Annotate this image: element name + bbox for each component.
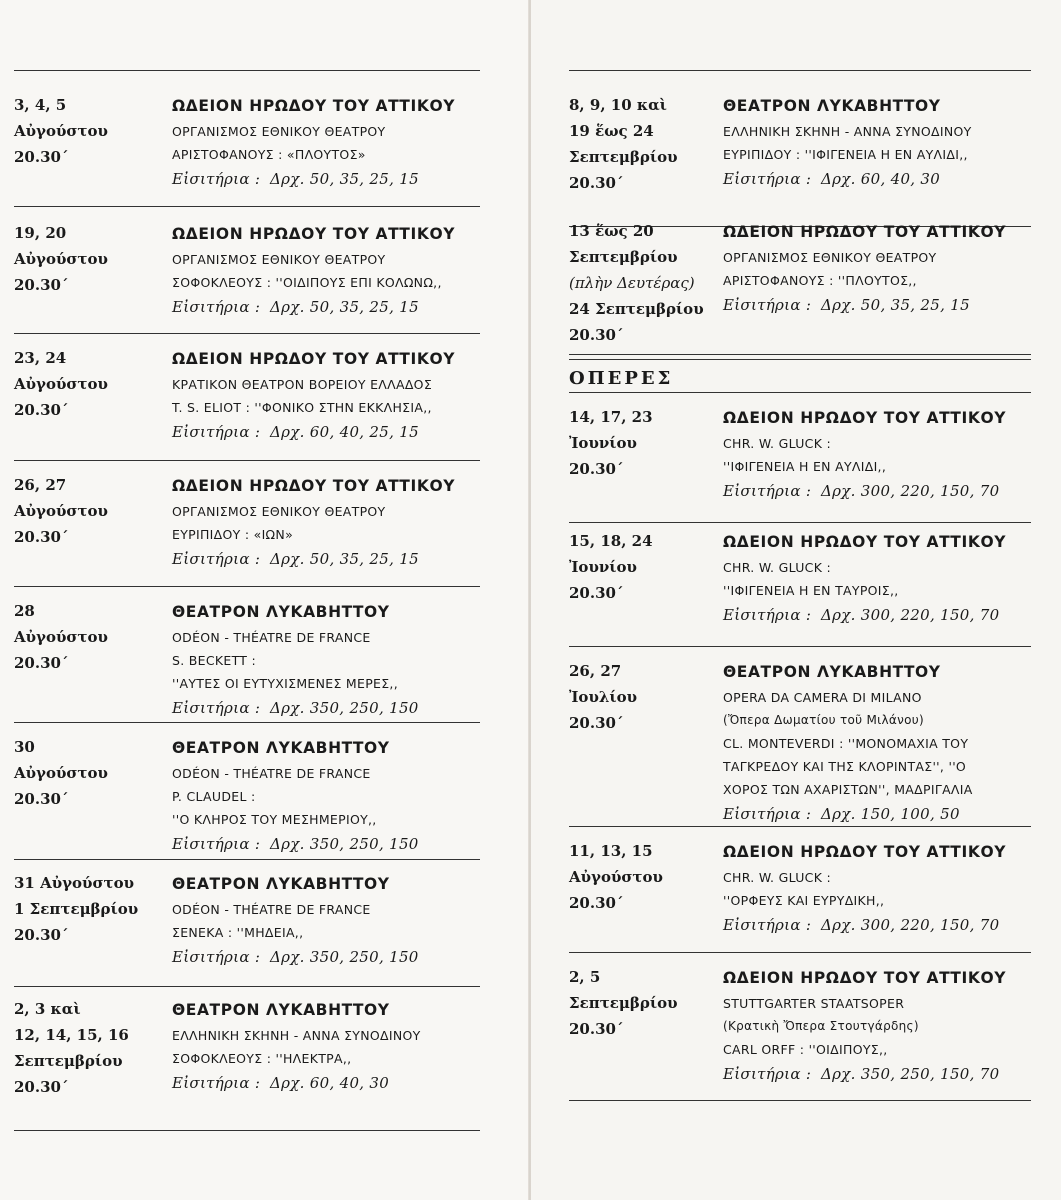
ticket-label: Εἰσιτήρια :	[172, 298, 261, 316]
performance-line: ΕΥΡΙΠΙΔΟΥ : «ΙΩΝ»	[172, 527, 294, 542]
venue-name: ΘΕΑΤΡΟΝ ΛΥΚΑΒΗΤΤΟΥ	[172, 1001, 390, 1019]
date-line: Αὐγούστου	[14, 628, 108, 646]
ticket-prices	[723, 912, 1031, 938]
ticket-price-values: Δρχ. 300, 220, 150, 70	[821, 916, 1000, 934]
ticket-price-values: Δρχ. 50, 35, 25, 15	[270, 170, 419, 188]
date-line: 20.30΄	[14, 401, 69, 419]
ticket-price-values: Δρχ. 60, 40, 25, 15	[270, 423, 419, 441]
ticket-label: Εἰσιτήρια :	[172, 1074, 261, 1092]
venue-name: ΩΔΕΙΟΝ ΗΡΩΔΟΥ ΤΟΥ ΑΤΤΙΚΟΥ	[172, 97, 456, 115]
date-column	[14, 870, 154, 948]
performance-line: ''Ο ΚΛΗΡΟΣ ΤΟΥ ΜΕΣΗΜΕΡΙΟΥ,,	[172, 812, 377, 827]
ticket-label: Εἰσιτήρια :	[723, 1065, 812, 1083]
date-line: 20.30΄	[14, 276, 69, 294]
ticket-price-values: Δρχ. 50, 35, 25, 15	[821, 296, 970, 314]
date-line: Σεπτεμβρίου	[569, 994, 678, 1012]
ticket-prices	[723, 1061, 1031, 1087]
ticket-price-values: Δρχ. 350, 250, 150	[270, 835, 419, 853]
date-line: 12, 14, 15, 16	[14, 1026, 129, 1044]
divider-rule	[14, 70, 480, 71]
ticket-price-values: Δρχ. 350, 250, 150	[270, 699, 419, 717]
date-line: Αὐγούστου	[14, 250, 108, 268]
date-line: 23, 24	[14, 349, 67, 367]
date-column	[14, 220, 154, 298]
ticket-label: Εἰσιτήρια :	[172, 699, 261, 717]
date-line: Αὐγούστου	[14, 502, 108, 520]
date-line: 20.30΄	[569, 174, 624, 192]
date-line: 20.30΄	[569, 326, 624, 344]
date-line: 15, 18, 24	[569, 532, 653, 550]
venue-name: ΩΔΕΙΟΝ ΗΡΩΔΟΥ ΤΟΥ ΑΤΤΙΚΟΥ	[172, 225, 456, 243]
date-line: Αὐγούστου	[14, 764, 108, 782]
performance-line: ''ΟΡΦΕΥΣ ΚΑΙ ΕΥΡΥΔΙΚΗ,,	[723, 893, 885, 908]
ticket-label: Εἰσιτήρια :	[723, 606, 812, 624]
ticket-price-values: Δρχ. 150, 100, 50	[821, 805, 960, 823]
date-line: Αὐγούστου	[14, 375, 108, 393]
ticket-price-values: Δρχ. 350, 250, 150	[270, 948, 419, 966]
date-line: 20.30΄	[569, 460, 624, 478]
venue-name: ΩΔΕΙΟΝ ΗΡΩΔΟΥ ΤΟΥ ΑΤΤΙΚΟΥ	[172, 350, 456, 368]
programme-details	[723, 528, 1031, 628]
ticket-prices	[723, 292, 1031, 318]
date-line: 2, 3 καὶ	[14, 1000, 81, 1018]
section-title-operas: ΟΠΕΡΕΣ	[569, 368, 674, 389]
date-line: 26, 27	[569, 662, 622, 680]
venue-name: ΘΕΑΤΡΟΝ ΛΥΚΑΒΗΤΤΟΥ	[172, 875, 390, 893]
date-column	[569, 218, 709, 348]
venue-name: ΘΕΑΤΡΟΝ ΛΥΚΑΒΗΤΤΟΥ	[723, 97, 941, 115]
ticket-label: Εἰσιτήρια :	[723, 805, 812, 823]
right-page	[531, 0, 1061, 1200]
divider-rule	[14, 859, 480, 860]
ticket-prices	[172, 944, 480, 970]
left-page	[0, 0, 530, 1200]
performance-line: ΚΡΑΤΙΚΟΝ ΘΕΑΤΡΟΝ ΒΟΡΕΙΟΥ ΕΛΛΑΔΟΣ	[172, 377, 433, 392]
performance-line: S. BECKETT :	[172, 653, 257, 668]
ticket-label: Εἰσιτήρια :	[723, 296, 812, 314]
programme-details	[172, 345, 480, 445]
performance-line: STUTTGARTER STAATSOPER	[723, 996, 905, 1011]
performance-line: ODÉON - THÉATRE DE FRANCE	[172, 630, 371, 645]
date-line: Ἰουλίου	[569, 688, 638, 706]
date-column	[14, 598, 154, 676]
date-line: 20.30΄	[14, 528, 69, 546]
divider-rule	[14, 460, 480, 461]
date-line: 26, 27	[14, 476, 67, 494]
date-line: 20.30΄	[14, 926, 69, 944]
venue-name: ΘΕΑΤΡΟΝ ΛΥΚΑΒΗΤΤΟΥ	[172, 739, 390, 757]
date-line: 20.30΄	[14, 790, 69, 808]
divider-rule	[569, 522, 1031, 523]
performance-line: ODÉON - THÉATRE DE FRANCE	[172, 766, 371, 781]
programme-details	[172, 870, 480, 970]
divider-rule	[569, 646, 1031, 647]
ticket-prices	[172, 546, 480, 572]
performance-line: ΑΡΙΣΤΟΦΑΝΟΥΣ : «ΠΛΟΥΤΟΣ»	[172, 147, 366, 162]
programme-details	[723, 658, 1031, 827]
ticket-label: Εἰσιτήρια :	[172, 835, 261, 853]
date-column	[569, 528, 709, 606]
ticket-prices	[172, 695, 480, 721]
performance-line: ΣΕΝΕΚΑ : ''ΜΗΔΕΙΑ,,	[172, 925, 304, 940]
ticket-prices	[723, 166, 1031, 192]
performance-line: ΣΟΦΟΚΛΕΟΥΣ : ''ΗΛΕΚΤΡΑ,,	[172, 1051, 352, 1066]
date-line: 11, 13, 15	[569, 842, 653, 860]
programme-details	[172, 92, 480, 192]
performance-line: ΟΡΓΑΝΙΣΜΟΣ ΕΘΝΙΚΟΥ ΘΕΑΤΡΟΥ	[172, 252, 386, 267]
programme-details	[723, 964, 1031, 1087]
ticket-prices	[172, 419, 480, 445]
performance-line: ΕΛΛΗΝΙΚΗ ΣΚΗΝΗ - ΑΝΝΑ ΣΥΝΟΔΙΝΟΥ	[172, 1028, 421, 1043]
divider-rule	[569, 392, 1031, 393]
date-line: Ἰουνίου	[569, 434, 637, 452]
programme-details	[172, 996, 480, 1096]
date-line: 28	[14, 602, 35, 620]
date-line: 30	[14, 738, 35, 756]
date-line: 20.30΄	[14, 1078, 69, 1096]
programme-details	[172, 598, 480, 721]
performance-line: ''ΙΦΙΓΕΝΕΙΑ Η ΕΝ ΤΑΥΡΟΙΣ,,	[723, 583, 899, 598]
ticket-prices	[723, 478, 1031, 504]
ticket-label: Εἰσιτήρια :	[723, 916, 812, 934]
ticket-price-values: Δρχ. 50, 35, 25, 15	[270, 298, 419, 316]
date-column	[569, 838, 709, 916]
ticket-prices	[172, 1070, 480, 1096]
ticket-label: Εἰσιτήρια :	[172, 948, 261, 966]
date-line: 24 Σεπτεμβρίου	[569, 300, 704, 318]
performance-line: CHR. W. GLUCK :	[723, 560, 831, 575]
date-line: 2, 5	[569, 968, 601, 986]
date-line: 20.30΄	[569, 584, 624, 602]
performance-line: P. CLAUDEL :	[172, 789, 256, 804]
date-line: Σεπτεμβρίου	[14, 1052, 123, 1070]
date-line: 20.30΄	[569, 1020, 624, 1038]
date-column	[14, 472, 154, 550]
divider-rule	[14, 206, 480, 207]
performance-line: CHR. W. GLUCK :	[723, 436, 831, 451]
ticket-price-values: Δρχ. 60, 40, 30	[270, 1074, 390, 1092]
performance-line: ΣΟΦΟΚΛΕΟΥΣ : ''ΟΙΔΙΠΟΥΣ ΕΠΙ ΚΟΛΩΝΩ,,	[172, 275, 442, 290]
performance-line: ΟΡΓΑΝΙΣΜΟΣ ΕΘΝΙΚΟΥ ΘΕΑΤΡΟΥ	[723, 250, 937, 265]
date-column	[14, 734, 154, 812]
date-column	[14, 92, 154, 170]
venue-name: ΩΔΕΙΟΝ ΗΡΩΔΟΥ ΤΟΥ ΑΤΤΙΚΟΥ	[172, 477, 456, 495]
date-line: 8, 9, 10 καὶ	[569, 96, 667, 114]
divider-rule	[14, 986, 480, 987]
performance-line: CL. MONTEVERDI : ''ΜΟΝΟΜΑΧΙΑ ΤΟΥ	[723, 736, 969, 751]
performance-line: ''ΙΦΙΓΕΝΕΙΑ Η ΕΝ ΑΥΛΙΔΙ,,	[723, 459, 887, 474]
date-column	[14, 345, 154, 423]
ticket-price-values: Δρχ. 50, 35, 25, 15	[270, 550, 419, 568]
performance-line: T. S. ELIOT : ''ΦΟΝΙΚΟ ΣΤΗΝ ΕΚΚΛΗΣΙΑ,,	[172, 400, 432, 415]
ticket-label: Εἰσιτήρια :	[172, 423, 261, 441]
performance-line: (Ὄπερα Δωματίου τοῦ Μιλάνου)	[723, 713, 925, 727]
venue-name: ΩΔΕΙΟΝ ΗΡΩΔΟΥ ΤΟΥ ΑΤΤΙΚΟΥ	[723, 533, 1007, 551]
ticket-label: Εἰσιτήρια :	[172, 170, 261, 188]
programme-details	[172, 472, 480, 572]
performance-line: (Κρατικὴ Ὄπερα Στουτγάρδης)	[723, 1019, 919, 1033]
date-column	[569, 404, 709, 482]
venue-name: ΘΕΑΤΡΟΝ ΛΥΚΑΒΗΤΤΟΥ	[723, 663, 941, 681]
date-column	[14, 996, 154, 1100]
programme-details	[723, 92, 1031, 192]
divider-rule	[569, 70, 1031, 71]
ticket-prices	[723, 801, 1031, 827]
date-column	[569, 92, 709, 196]
divider-rule	[569, 354, 1031, 360]
programme-details	[723, 218, 1031, 318]
performance-line: ΧΟΡΟΣ ΤΩΝ ΑΧΑΡΙΣΤΩΝ'', ΜΑΔΡΙΓΑΛΙΑ	[723, 782, 973, 797]
performance-line: ''ΑΥΤΕΣ ΟΙ ΕΥΤΥΧΙΣΜΕΝΕΣ ΜΕΡΕΣ,,	[172, 676, 398, 691]
date-line: 14, 17, 23	[569, 408, 653, 426]
date-column	[569, 964, 709, 1042]
performance-line: ΤΑΓΚΡΕΔΟΥ ΚΑΙ ΤΗΣ ΚΛΟΡΙΝΤΑΣ'', ''Ο	[723, 759, 967, 774]
venue-name: ΩΔΕΙΟΝ ΗΡΩΔΟΥ ΤΟΥ ΑΤΤΙΚΟΥ	[723, 409, 1007, 427]
venue-name: ΩΔΕΙΟΝ ΗΡΩΔΟΥ ΤΟΥ ΑΤΤΙΚΟΥ	[723, 223, 1007, 241]
date-line: Σεπτεμβρίου	[569, 148, 678, 166]
performance-line: ΕΥΡΙΠΙΔΟΥ : ''ΙΦΙΓΕΝΕΙΑ Η ΕΝ ΑΥΛΙΔΙ,,	[723, 147, 968, 162]
divider-rule	[14, 333, 480, 334]
performance-line: ODÉON - THÉATRE DE FRANCE	[172, 902, 371, 917]
ticket-prices	[172, 294, 480, 320]
date-line: 1 Σεπτεμβρίου	[14, 900, 139, 918]
programme-details	[172, 734, 480, 857]
programme-details	[172, 220, 480, 320]
date-line: 20.30΄	[569, 714, 624, 732]
performance-line: CHR. W. GLUCK :	[723, 870, 831, 885]
date-line: Ἰουνίου	[569, 558, 637, 576]
ticket-prices	[723, 602, 1031, 628]
venue-name: ΘΕΑΤΡΟΝ ΛΥΚΑΒΗΤΤΟΥ	[172, 603, 390, 621]
date-line: 3, 4, 5	[14, 96, 67, 114]
divider-rule	[569, 1100, 1031, 1101]
date-line: 20.30΄	[569, 894, 624, 912]
programme-details	[723, 404, 1031, 504]
venue-name: ΩΔΕΙΟΝ ΗΡΩΔΟΥ ΤΟΥ ΑΤΤΙΚΟΥ	[723, 969, 1007, 987]
divider-rule	[14, 722, 480, 723]
performance-line: CARL ORFF : ''ΟΙΔΙΠΟΥΣ,,	[723, 1042, 888, 1057]
performance-line: OPERA DA CAMERA DI MILANO	[723, 690, 922, 705]
performance-line: ΑΡΙΣΤΟΦΑΝΟΥΣ : ''ΠΛΟΥΤΟΣ,,	[723, 273, 917, 288]
date-line: 13 ἕως 20	[569, 222, 654, 240]
divider-rule	[14, 1130, 480, 1131]
date-line: 19 ἕως 24	[569, 122, 654, 140]
divider-rule	[14, 586, 480, 587]
date-line: Αὐγούστου	[14, 122, 108, 140]
date-line: (πλὴν Δευτέρας)	[569, 274, 695, 292]
ticket-price-values: Δρχ. 60, 40, 30	[821, 170, 941, 188]
ticket-label: Εἰσιτήρια :	[723, 170, 812, 188]
ticket-price-values: Δρχ. 300, 220, 150, 70	[821, 482, 1000, 500]
date-column	[569, 658, 709, 736]
venue-name: ΩΔΕΙΟΝ ΗΡΩΔΟΥ ΤΟΥ ΑΤΤΙΚΟΥ	[723, 843, 1007, 861]
performance-line: ΟΡΓΑΝΙΣΜΟΣ ΕΘΝΙΚΟΥ ΘΕΑΤΡΟΥ	[172, 504, 386, 519]
ticket-price-values: Δρχ. 350, 250, 150, 70	[821, 1065, 1000, 1083]
performance-line: ΟΡΓΑΝΙΣΜΟΣ ΕΘΝΙΚΟΥ ΘΕΑΤΡΟΥ	[172, 124, 386, 139]
ticket-label: Εἰσιτήρια :	[172, 550, 261, 568]
ticket-label: Εἰσιτήρια :	[723, 482, 812, 500]
date-line: 20.30΄	[14, 654, 69, 672]
date-line: 31 Αὐγούστου	[14, 874, 135, 892]
divider-rule	[569, 952, 1031, 953]
ticket-price-values: Δρχ. 300, 220, 150, 70	[821, 606, 1000, 624]
date-line: 19, 20	[14, 224, 67, 242]
date-line: Αὐγούστου	[569, 868, 663, 886]
ticket-prices	[172, 166, 480, 192]
date-line: 20.30΄	[14, 148, 69, 166]
ticket-prices	[172, 831, 480, 857]
date-line: Σεπτεμβρίου	[569, 248, 678, 266]
programme-details	[723, 838, 1031, 938]
performance-line: ΕΛΛΗΝΙΚΗ ΣΚΗΝΗ - ΑΝΝΑ ΣΥΝΟΔΙΝΟΥ	[723, 124, 972, 139]
